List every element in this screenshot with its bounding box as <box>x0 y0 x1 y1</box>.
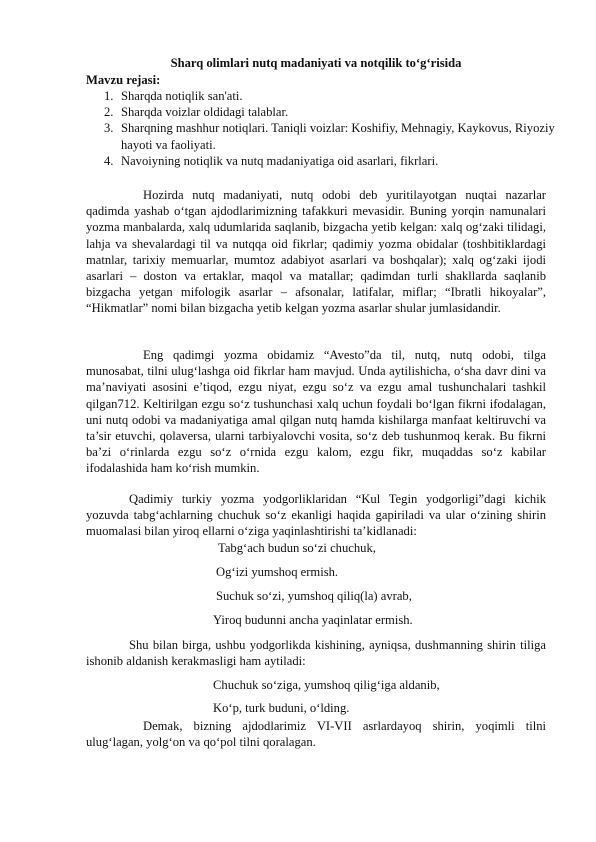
verse-line: Yiroq budunni ancha yaqinlatar ermish. <box>213 613 413 627</box>
plan-label: Mavzu rejasi: <box>86 73 161 87</box>
verse-line: Chuchuk so‘ziga, yumshoq qilig‘iga aldanib, <box>213 678 440 692</box>
plan-item-text: Sharqda notiqlik san'ati. <box>121 89 243 103</box>
plan-item <box>104 88 559 104</box>
plan-item-text: Sharqda voizlar oldidagi talablar. <box>121 105 289 120</box>
plan-list <box>104 88 559 169</box>
plan-item-number: 3. <box>104 121 114 136</box>
plan-item-text: Navoiyning notiqlik va nutq madaniyatiga oid asarlari, fikrlari. <box>121 153 439 168</box>
body-paragraph: Qadimiy turkiy yozma yodgorliklaridan “Kul Tegin yodgorligi”dagi kichik yozuvda tabg‘achlarning chuchuk so‘z ekanligi haqida gapiriladi va ular o‘zining shirin muomalasi bilan yiroq ellarni o‘ziga yaqinlashtirishi ta’kidlanadi: <box>86 492 546 539</box>
verse-line: Tabg‘ach budun so‘zi chuchuk, <box>218 541 376 555</box>
body-paragraph: Eng qadimgi yozma obidamiz “Avesto”da til, nutq, nutq odobi, tilga munosabat, tilni ulug‘lashga oid fikrlar ham mavjud. Unda aytilishicha, o‘sha davr dini va ma’naviyati asosini e’tiqod, ezgu niyat, ezgu so‘z va ezgu amal tushunchalari tashkil qilgan712. Keltirilgan ezgu so‘z tushunchasi xalq uchun foydali bo‘lgan fikrni ifodalagan, uni nutq odobi va madaniyatiga amal qilgan nutq hamda kishilarga manfaat keltiruvchi va ta’sir etuvchi, qolaversa, ularni tarbiyalovchi vosita, so‘z deb tushunmoq kerak. Bu fikrni ba’zi o‘rinlarda ezgu so‘z o‘rnida ezgu kalom, ezgu fikr, muqaddas so‘z kabilar ifodalashida ham ko‘rish mumkin. <box>86 348 546 476</box>
body-paragraph: Hozirda nutq madaniyati, nutq odobi deb yuritilayotgan nuqtai nazarlar qadimda yashab o‘tgan ajdodlarimizning tafakkuri mevasidir. Buning yorqin namunalari yozma manbalarda, xalq udumlarida saqlanib, bizgacha yetib kelgan: xalq og‘zaki tilidagi, lahja va shevalardagi til va nutqqa oid fikrlar; qadimiy yozma obidalar (toshbitiklardagi matnlar, tarixiy memuarlar, mumtoz adabiyot asarlari va boshqalar); xalq og‘zaki ijodi asarlari – doston va ertaklar, maqol va matallar; qadimdan turli shakllarda saqlanib bizgacha yetgan mifologik asarlar – afsonalar, latifalar, miflar; “Ibratli hikoyalar”, “Hikmatlar” nomi bilan bizgacha yetib kelgan yozma asarlar shular jumlasidandir. <box>86 188 546 316</box>
plan-item <box>104 120 559 152</box>
body-paragraph: Demak, bizning ajdodlarimiz VI-VII asrlardayoq shirin, yoqimli tilni ulug‘lagan, yolg‘on va qo‘pol tilni qoralagan. <box>86 719 546 750</box>
plan-item-number: 2. <box>104 105 114 120</box>
plan-item <box>104 104 559 120</box>
body-paragraph: Shu bilan birga, ushbu yodgorlikda kishining, ayniqsa, dushmanning shirin tiliga ishonib aldanish kerakmasligi ham aytiladi: <box>86 638 546 669</box>
document-title: Sharq olimlari nutq madaniyati va notqilik to‘g‘risida <box>170 56 462 70</box>
plan-item-number: 4. <box>104 153 114 168</box>
verse-line: Suchuk so‘zi, yumshoq qiliq(la) avrab, <box>216 589 412 603</box>
verse-line: Og‘izi yumshoq ermish. <box>216 565 339 579</box>
plan-item-text: Sharqning mashhur notiqlari. Taniqli voizlar: Koshifiy, Mehnagiy, Kaykovus, Riyoziy hayoti va faoliyati. <box>121 121 555 152</box>
plan-item-number: 1. <box>104 89 114 103</box>
verse-line: Ko‘p, turk buduni, o‘lding. <box>213 701 350 715</box>
plan-item <box>104 153 559 169</box>
